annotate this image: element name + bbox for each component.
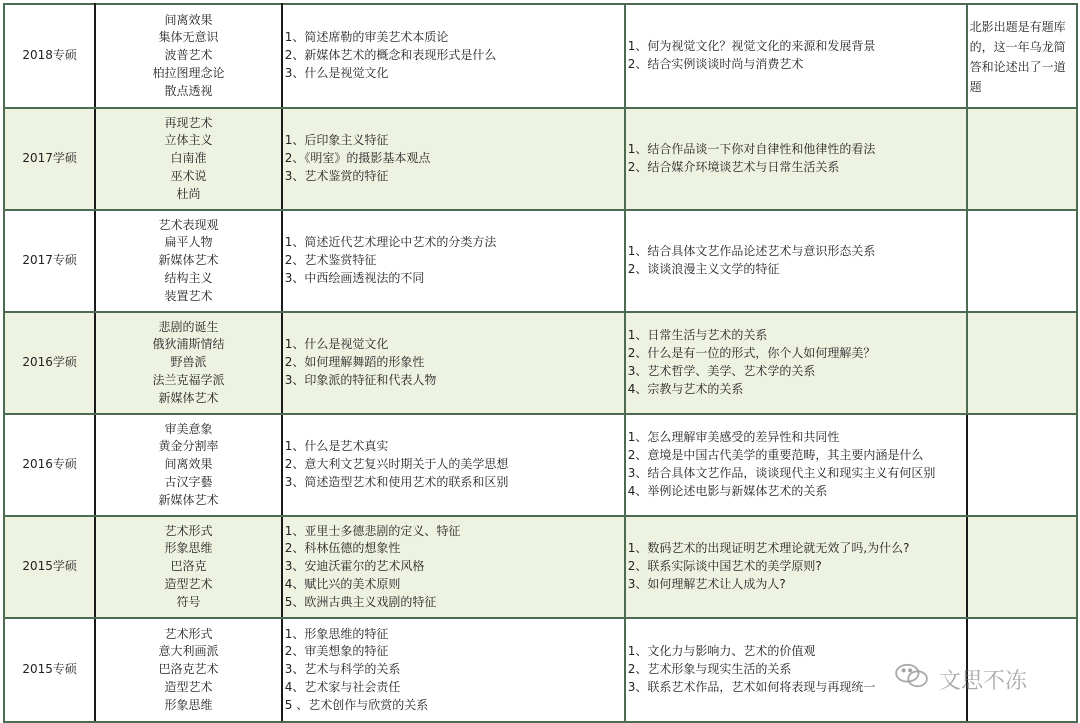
essay-item: 3、结合具体文艺作品，谈谈现代主义和现实主义有何区别	[627, 466, 936, 480]
essay-item: 3、联系艺术作品，艺术如何将表现与再现统一	[627, 679, 876, 694]
short-answer-item: 2、意大利文艺复兴时期关于人的美学思想	[284, 457, 509, 472]
short-answer-item: 5、欧洲古典主义戏剧的特征	[284, 594, 437, 609]
terms-item: 符号	[176, 594, 201, 609]
essay-item: 2、联系实际谈中国艺术的美学原则?	[627, 559, 822, 574]
terms-item: 结构主义	[164, 270, 213, 285]
terms-item: 野兽派	[170, 355, 207, 370]
exam-year-cell: 2017专硕	[4, 210, 95, 312]
exam-year-cell: 2015学硕	[4, 516, 95, 618]
short-answer-cell	[282, 516, 625, 618]
short-answer-item: 4、艺术家与社会责任	[284, 679, 401, 694]
terms-item: 扁平人物	[164, 235, 213, 250]
exam-year-cell: 2018专硕	[4, 4, 95, 108]
essay-cell	[625, 312, 967, 414]
essay-cell	[625, 516, 967, 618]
short-answer-item: 4、赋比兴的美术原则	[284, 576, 401, 591]
short-answer-cell	[282, 414, 625, 516]
table-row	[4, 516, 1077, 618]
note-cell	[967, 516, 1077, 618]
terms-item: 装置艺术	[164, 288, 213, 303]
essay-item: 2、意境是中国古代美学的重要范畴，其主要内涵是什么	[627, 448, 924, 463]
essay-item: 3、如何理解艺术让人成为人?	[627, 576, 786, 591]
terms-item: 艺术形式	[164, 523, 213, 538]
exam-year-cell: 2015专硕	[4, 618, 95, 722]
terms-item: 审美意象	[164, 421, 213, 436]
terms-item: 造型艺术	[164, 679, 213, 694]
essay-item: 1、何为视觉文化？视觉文化的来源和发展背景	[627, 39, 876, 54]
terms-cell	[95, 414, 282, 516]
short-answer-cell	[282, 108, 625, 210]
terms-item: 新媒体艺术	[158, 253, 219, 268]
note-cell	[967, 108, 1077, 210]
exam-questions-table	[3, 3, 1078, 723]
terms-item: 间离效果	[164, 457, 213, 472]
table-row	[4, 4, 1077, 108]
note-cell	[967, 312, 1077, 414]
essay-item: 4、宗教与艺术的关系	[627, 381, 744, 396]
terms-item: 造型艺术	[164, 576, 213, 591]
terms-cell	[95, 516, 282, 618]
terms-item: 形象思维	[164, 697, 213, 712]
essay-cell	[625, 618, 967, 722]
terms-item: 波普艺术	[164, 48, 213, 63]
exam-year-cell: 2016专硕	[4, 414, 95, 516]
terms-item: 立体主义	[164, 133, 213, 148]
short-answer-item: 2、新媒体艺术的概念和表现形式是什么	[284, 48, 497, 63]
essay-item: 1、结合具体文艺作品论述艺术与意识形态关系	[627, 244, 876, 259]
table-row	[4, 312, 1077, 414]
watermark-text: 文思不冻	[939, 668, 1028, 694]
terms-item: 新媒体艺术	[158, 390, 219, 405]
note-cell	[967, 210, 1077, 312]
short-answer-item: 3、什么是视觉文化	[284, 65, 389, 80]
short-answer-item: 3、简述造型艺术和使用艺术的联系和区别	[284, 474, 509, 489]
terms-item: 巴洛克	[170, 559, 207, 574]
terms-item: 巴洛克艺术	[158, 662, 219, 677]
note-cell: 北影出题是有题库的，这一年乌龙简答和论述出了一道题	[967, 4, 1077, 108]
short-answer-item: 2、审美想象的特征	[284, 644, 389, 659]
short-answer-item: 3、艺术鉴赏的特征	[284, 168, 389, 183]
terms-cell	[95, 312, 282, 414]
terms-item: 艺术表现观	[158, 217, 219, 232]
note-cell	[967, 618, 1077, 722]
short-answer-item: 2、艺术鉴赏特征	[284, 253, 377, 268]
short-answer-cell	[282, 4, 625, 108]
terms-item: 古汉字藝	[164, 474, 213, 489]
short-answer-item: 3、安迪沃霍尔的艺术风格	[284, 559, 425, 574]
terms-cell	[95, 618, 282, 722]
short-answer-cell	[282, 618, 625, 722]
essay-item: 3、艺术哲学、美学、艺术学的关系	[627, 364, 816, 378]
essay-item: 2、结合媒介环境谈艺术与日常生活关系	[627, 160, 840, 174]
essay-item: 2、谈谈浪漫主义文学的特征	[627, 262, 780, 276]
essay-item: 1、日常生活与艺术的关系	[627, 328, 768, 343]
essay-item: 1、怎么理解审美感受的差异性和共同性	[627, 430, 840, 445]
terms-item: 艺术形式	[164, 626, 213, 641]
note-cell	[967, 414, 1077, 516]
terms-item: 巫术说	[170, 168, 207, 183]
terms-item: 间离效果	[164, 12, 213, 27]
essay-item: 1、数码艺术的出现证明艺术理论就无效了吗,为什么?	[627, 541, 910, 556]
terms-item: 柏拉图理念论	[152, 65, 225, 80]
table-row	[4, 108, 1077, 210]
short-answer-item: 3、印象派的特征和代表人物	[284, 372, 437, 387]
table-row	[4, 210, 1077, 312]
terms-cell	[95, 4, 282, 108]
essay-item: 1、结合作品谈一下你对自律性和他律性的看法	[627, 142, 876, 157]
short-answer-item: 1、什么是艺术真实	[284, 439, 389, 454]
essay-cell	[625, 414, 967, 516]
table-row	[4, 414, 1077, 516]
terms-cell	[95, 108, 282, 210]
short-answer-item: 1、简述席勒的审美艺术本质论	[284, 30, 449, 45]
terms-item: 意大利画派	[158, 644, 219, 659]
short-answer-item: 3、艺术与科学的关系	[284, 662, 401, 677]
short-answer-cell	[282, 210, 625, 312]
short-answer-item: 1、形象思维的特征	[284, 626, 389, 641]
terms-item: 俄狄浦斯情结	[152, 337, 225, 352]
short-answer-item: 3、中西绘画透视法的不同	[284, 270, 425, 285]
essay-item: 1、文化力与影响力、艺术的价值观	[627, 644, 816, 659]
terms-item: 集体无意识	[158, 30, 219, 45]
essay-cell	[625, 108, 967, 210]
short-answer-item: 2、科林伍德的想象性	[284, 541, 401, 556]
short-answer-item: 1、什么是视觉文化	[284, 337, 389, 352]
short-answer-item: 5 、艺术创作与欣赏的关系	[284, 697, 429, 712]
table-row	[4, 618, 1077, 722]
exam-year-cell: 2016学硕	[4, 312, 95, 414]
terms-item: 形象思维	[164, 541, 213, 556]
terms-item: 再现艺术	[164, 115, 213, 130]
terms-item: 新媒体艺术	[158, 492, 219, 507]
short-answer-item: 1、简述近代艺术理论中艺术的分类方法	[284, 235, 497, 250]
short-answer-item: 1、亚里士多德悲剧的定义、特征	[284, 523, 461, 538]
terms-item: 黄金分割率	[158, 439, 219, 454]
terms-item: 悲剧的诞生	[158, 319, 219, 334]
essay-cell	[625, 4, 967, 108]
essay-item: 2、结合实例谈谈时尚与消费艺术	[627, 57, 804, 71]
short-answer-item: 2、《明室》的摄影基本观点	[284, 151, 431, 166]
essay-item: 2、艺术形象与现实生活的关系	[627, 662, 792, 677]
terms-item: 法兰克福学派	[152, 372, 225, 387]
essay-cell	[625, 210, 967, 312]
terms-item: 杜尚	[176, 186, 201, 201]
terms-item: 白南准	[170, 151, 207, 166]
short-answer-cell	[282, 312, 625, 414]
terms-item: 散点透视	[164, 83, 213, 98]
short-answer-item: 2、如何理解舞蹈的形象性	[284, 355, 425, 370]
exam-year-cell: 2017学硕	[4, 108, 95, 210]
terms-cell	[95, 210, 282, 312]
essay-item: 2、什么是有一位的形式，你个人如何理解美？	[627, 346, 876, 361]
essay-item: 4、举例论述电影与新媒体艺术的关系	[627, 483, 828, 498]
short-answer-item: 1、后印象主义特征	[284, 133, 389, 148]
